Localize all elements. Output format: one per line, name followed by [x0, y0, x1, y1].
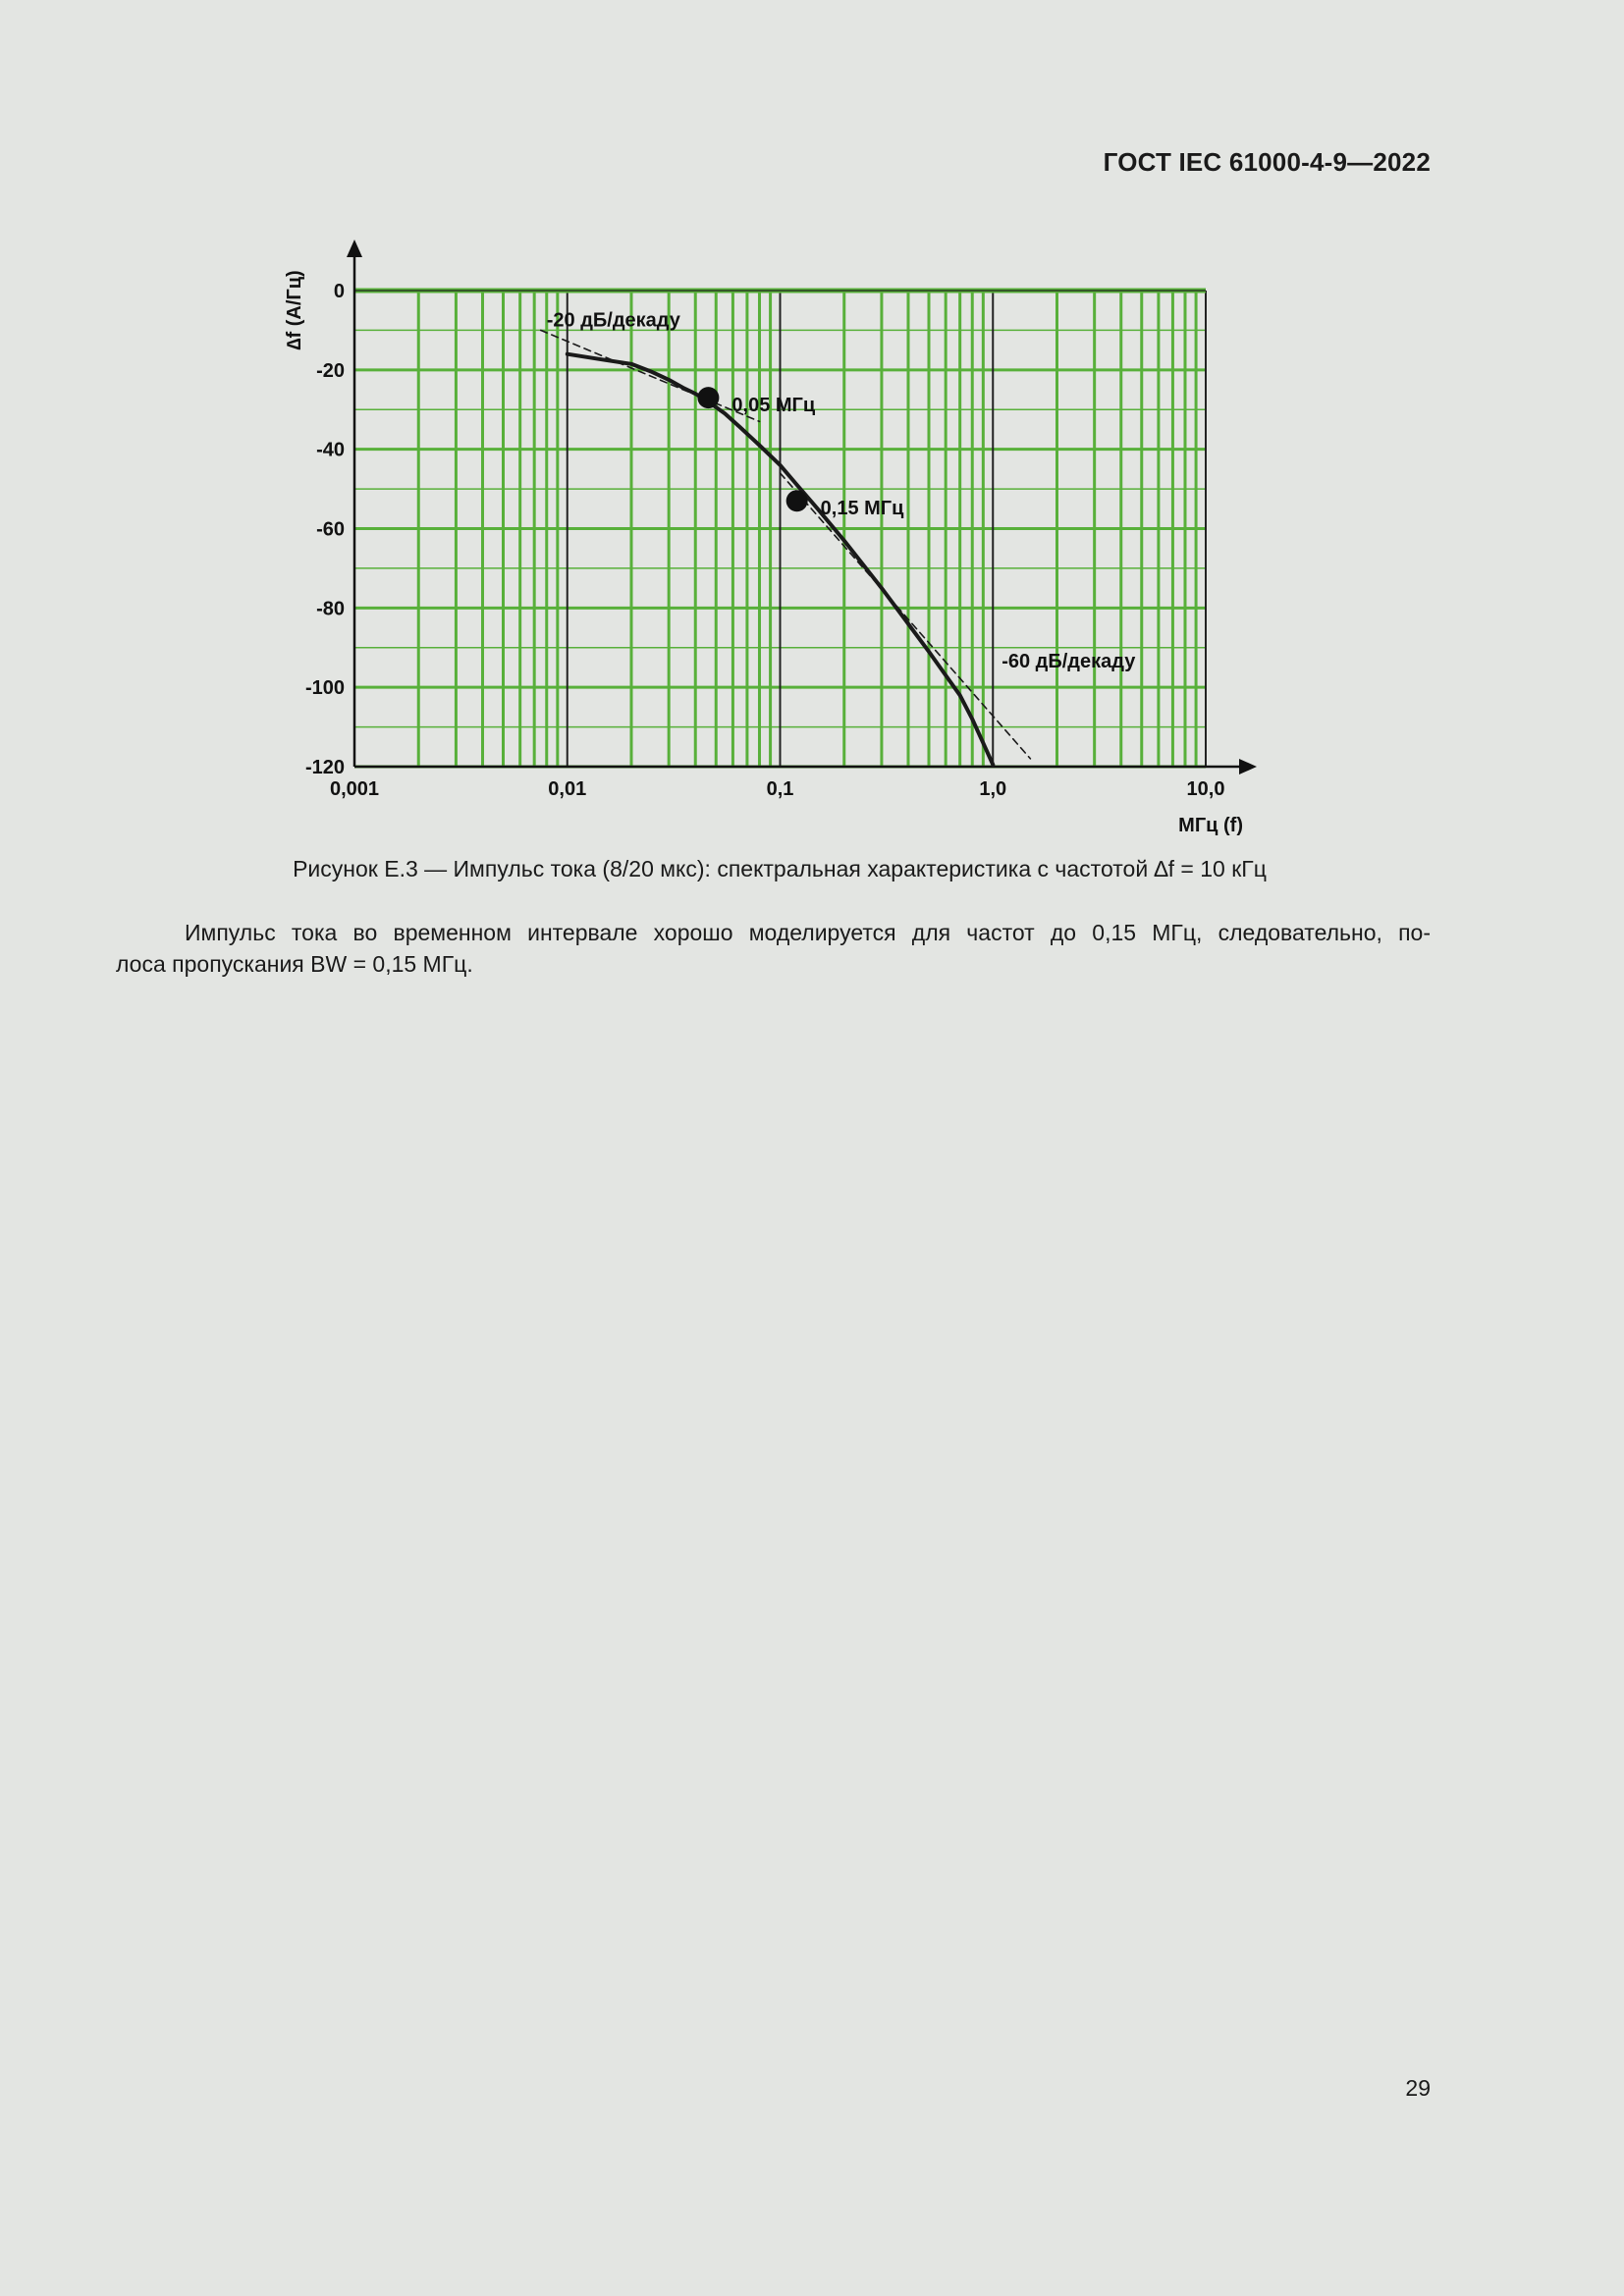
body-paragraph: [116, 917, 1431, 980]
y-tick-label: -120: [304, 757, 345, 778]
paragraph-line-2: лоса пропускания BW = 0,15 МГц.: [116, 951, 473, 977]
chart-labels: [284, 270, 1243, 836]
y-axis-arrow: [347, 240, 362, 257]
slope-annotation: -20 дБ/декаду: [546, 309, 680, 332]
chart-grid: [354, 291, 1206, 767]
data-point-marker: [697, 387, 719, 408]
page-number: 29: [1405, 2075, 1431, 2101]
marker-label: 0,05 МГц: [731, 395, 816, 417]
x-tick-label: 1,0: [979, 778, 1007, 800]
x-axis-label: МГц (f): [1178, 815, 1243, 836]
x-tick-label: 0,001: [329, 778, 380, 800]
data-point-marker: [786, 490, 808, 511]
y-tick-label: 0: [333, 281, 345, 302]
y-tick-label: -100: [304, 677, 345, 700]
figure-caption: [0, 856, 1624, 882]
x-tick-label: 0,01: [548, 778, 587, 800]
y-tick-label: -80: [316, 598, 345, 620]
x-tick-label: 10,0: [1186, 778, 1225, 800]
document-header: ГОСТ IEC 61000-4-9—2022: [1103, 147, 1431, 177]
asymptote-line: [541, 330, 760, 421]
figure-caption-text: Рисунок Е.3 — Импульс тока (8/20 мкс): спектральная характеристика с частотой ∆f = 10 кГц: [293, 856, 1267, 881]
marker-label: 0,15 МГц: [820, 498, 904, 520]
y-tick-label: -60: [316, 518, 345, 541]
y-axis-label: ∆f (А/Гц): [284, 270, 305, 350]
x-tick-label: 0,1: [766, 778, 794, 800]
y-tick-label: -40: [316, 439, 345, 461]
x-axis-arrow: [1239, 759, 1257, 774]
paragraph-line-1: Импульс тока во временном интервале хорошо моделируется для частот до 0,15 МГц, следовательно, по-: [185, 920, 1431, 945]
slope-annotation: -60 дБ/декаду: [1001, 650, 1136, 672]
spectrum-chart: [0, 0, 1624, 854]
y-tick-label: -20: [316, 359, 345, 382]
